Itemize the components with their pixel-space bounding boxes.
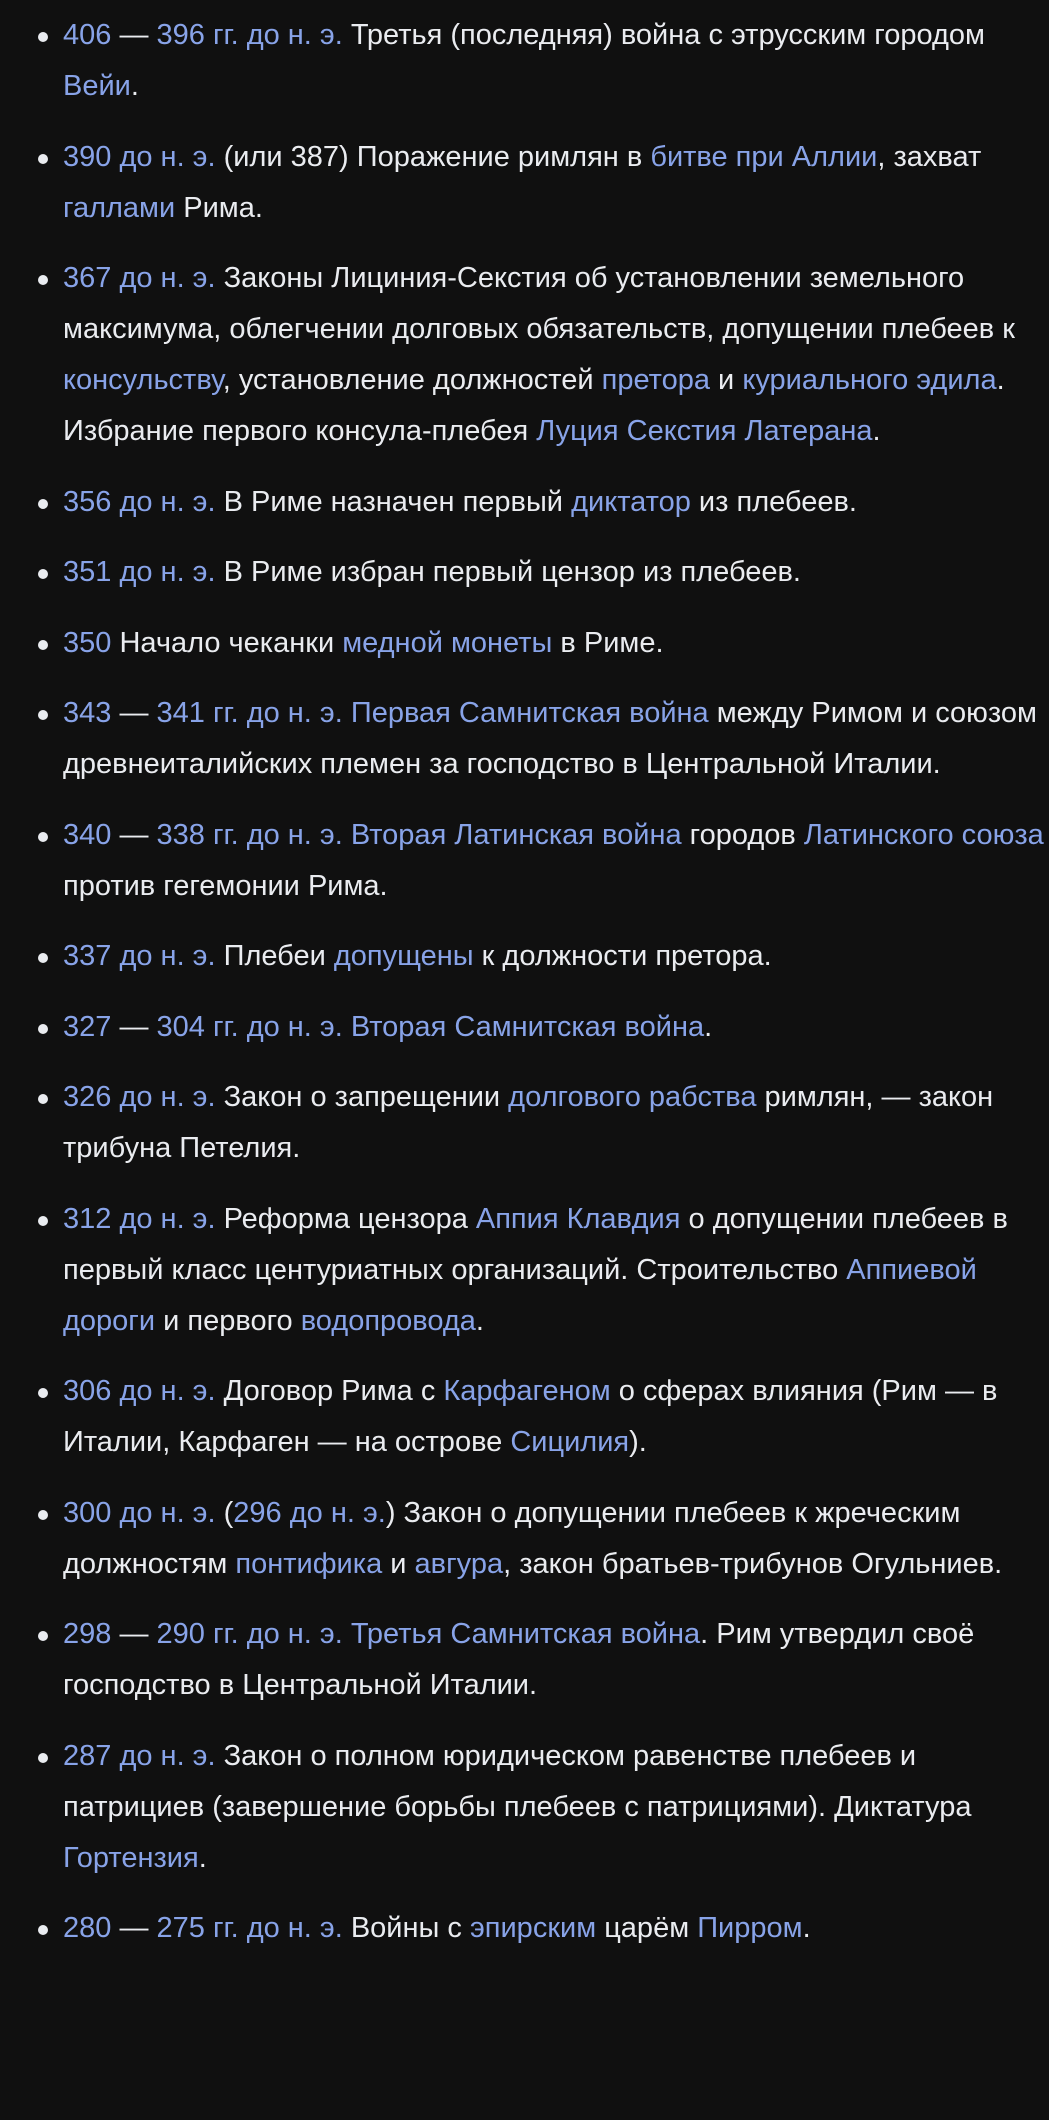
wiki-link[interactable]: Аппиевой дороги [63,1253,977,1337]
wiki-link[interactable]: понтифика [235,1547,383,1580]
wiki-link[interactable]: 396 гг. до н. э. [156,19,343,51]
item-text: к должности претора. [473,940,772,972]
timeline-item [0,1194,1049,1347]
item-text: Законы Лициния-Секстия об установлении земельного максимума, облегчении долговых обязательств, допущении плебеев к [63,262,1015,345]
wiki-link[interactable]: диктатор [571,485,691,518]
wiki-link[interactable]: 312 до н. э. [63,1202,216,1235]
item-text: . [704,1010,713,1043]
item-text: Начало чеканки [111,626,343,659]
item-text: о сферах влияния (Рим — в Италии, Карфаген — на острове [63,1375,998,1458]
wiki-link[interactable]: Луция Секстия Латерана [536,415,873,447]
timeline-item [0,618,1049,669]
item-text: ) Закон о допущении плебеев к жреческим должностям [63,1496,961,1580]
wiki-link[interactable]: 390 до н. э. [63,140,216,173]
item-text: Рима. [175,191,263,224]
timeline-item [0,10,1049,112]
item-text: и [709,364,743,396]
item-text: Плебеи [215,940,334,972]
item-text: царём [596,1912,698,1944]
item-text: , установление должностей [222,364,602,396]
item-text [343,1618,351,1650]
item-text: . [475,1304,484,1337]
item-text: , захват [877,140,982,173]
wiki-link[interactable]: 406 [63,19,112,51]
wiki-link[interactable]: медной монеты [342,626,553,659]
item-text: Войны с [342,1912,470,1944]
wiki-link[interactable]: Первая Самнитская война [350,697,709,729]
item-text: , закон братьев-трибунов Огульниев. [503,1547,1003,1580]
item-text: ( [215,1496,234,1529]
item-text [343,1011,351,1043]
item-text: В Риме назначен первый [215,485,572,518]
wiki-link[interactable]: допущены [333,940,474,972]
item-text: Закон о полном юридическом равенстве плебеев и патрициев (завершение борьбы плебеев с патрициями). Диктатура [63,1739,972,1823]
wiki-link[interactable]: галлами [63,191,176,224]
item-text: — [111,1618,157,1650]
wiki-link[interactable]: Пирром [697,1912,803,1944]
timeline-item [0,810,1049,912]
wiki-link[interactable]: водопровода [300,1304,476,1337]
wiki-link[interactable]: 367 до н. э. [63,262,216,294]
timeline-item [0,1002,1049,1053]
item-text: Третья (последняя) война с этрусским городом [342,19,985,51]
item-text: в Риме. [552,626,664,659]
wiki-link[interactable]: авгура [414,1547,504,1580]
wiki-link[interactable]: Вторая Самнитская война [350,1010,705,1043]
timeline-item [0,477,1049,528]
wiki-link[interactable]: Карфагеном [443,1375,611,1407]
item-text: между Римом и союзом древнеиталийских племен за господство в Центральной Италии. [63,697,1037,780]
item-text: . Избрание первого консула-плебея [63,364,1005,447]
wiki-link[interactable]: 306 до н. э. [63,1375,216,1407]
item-text: . [198,1841,207,1874]
timeline-item [0,931,1049,982]
item-text: — [111,818,157,851]
item-text [343,697,351,729]
item-text: из плебеев. [690,485,857,518]
item-text: (или 387) Поражение римлян в [215,140,651,173]
wiki-link[interactable]: 326 до н. э. [63,1081,216,1113]
timeline-item [0,1072,1049,1174]
item-text: о допущении плебеев в первый класс центуриатных организаций. Строительство [63,1202,1008,1286]
wiki-link[interactable]: куриального эдила [742,364,997,396]
wiki-link[interactable]: 351 до н. э. [63,556,216,588]
item-text: — [111,1010,157,1043]
wiki-link[interactable]: 300 до н. э. [63,1496,216,1529]
wiki-link[interactable]: 343 [63,697,112,729]
wiki-link[interactable]: Аппия Клавдия [475,1202,681,1235]
timeline-item [0,253,1049,457]
item-text: Закон о запрещении [215,1081,509,1113]
wiki-link[interactable]: 290 гг. до н. э. [156,1618,343,1650]
timeline-item [0,1609,1049,1711]
wiki-link[interactable]: Латинского союза [803,818,1044,851]
wiki-link[interactable]: 304 гг. до н. э. [156,1010,343,1043]
item-text: — [111,19,157,51]
wiki-link[interactable]: 287 до н. э. [63,1739,216,1772]
wiki-link[interactable]: 340 [63,818,112,851]
wiki-link[interactable]: Третья Самнитская война [350,1618,701,1650]
wiki-link[interactable]: битве при Аллии [650,140,878,173]
wiki-link[interactable]: 338 гг. до н. э. [156,818,343,851]
item-text: . [802,1912,811,1944]
item-text [343,819,351,851]
timeline-item [0,1366,1049,1468]
item-text: В Риме избран первый цензор из плебеев. [215,556,801,588]
item-text: . Рим утвердил своё господство в Центральной Италии. [63,1618,975,1701]
item-text: городов [681,818,804,851]
item-text: и [382,1547,415,1580]
wiki-link[interactable]: Вторая Латинская война [350,818,682,851]
item-text: против гегемонии Рима. [63,869,388,902]
item-text: римлян, — закон трибуна Петелия. [63,1081,994,1164]
item-text: . [130,70,139,102]
wiki-link[interactable]: консульству [63,364,223,396]
timeline-item [0,547,1049,598]
wiki-link[interactable]: долгового рабства [508,1081,757,1113]
wiki-link[interactable]: Вейи [63,70,131,102]
wiki-link[interactable]: эпирским [469,1912,597,1944]
wiki-link[interactable]: 337 до н. э. [63,940,216,972]
item-text: ). [629,1426,647,1458]
wiki-link[interactable]: 298 [63,1618,112,1650]
wiki-link[interactable]: 327 [63,1010,112,1043]
timeline-item [0,688,1049,790]
item-text: . [872,415,881,447]
wiki-link[interactable]: 280 [63,1912,112,1944]
wiki-link[interactable]: 356 до н. э. [63,485,216,518]
wiki-link[interactable]: претора [601,364,710,396]
wiki-link[interactable]: Сицилия [510,1426,630,1458]
wiki-link[interactable]: 275 гг. до н. э. [156,1912,343,1944]
timeline-item [0,1488,1049,1590]
item-text: — [111,697,157,729]
item-text: Договор Рима с [215,1375,444,1407]
wiki-link[interactable]: 350 [63,626,112,659]
item-text: Реформа цензора [215,1202,476,1235]
wiki-link[interactable]: 296 до н. э. [233,1496,386,1529]
timeline-item [0,1731,1049,1884]
timeline-item [0,1903,1049,1954]
item-text: — [111,1912,157,1944]
wiki-link[interactable]: Гортензия [63,1841,199,1874]
item-text: и первого [155,1304,301,1337]
wiki-link[interactable]: 341 гг. до н. э. [156,697,343,729]
timeline-item [0,132,1049,234]
